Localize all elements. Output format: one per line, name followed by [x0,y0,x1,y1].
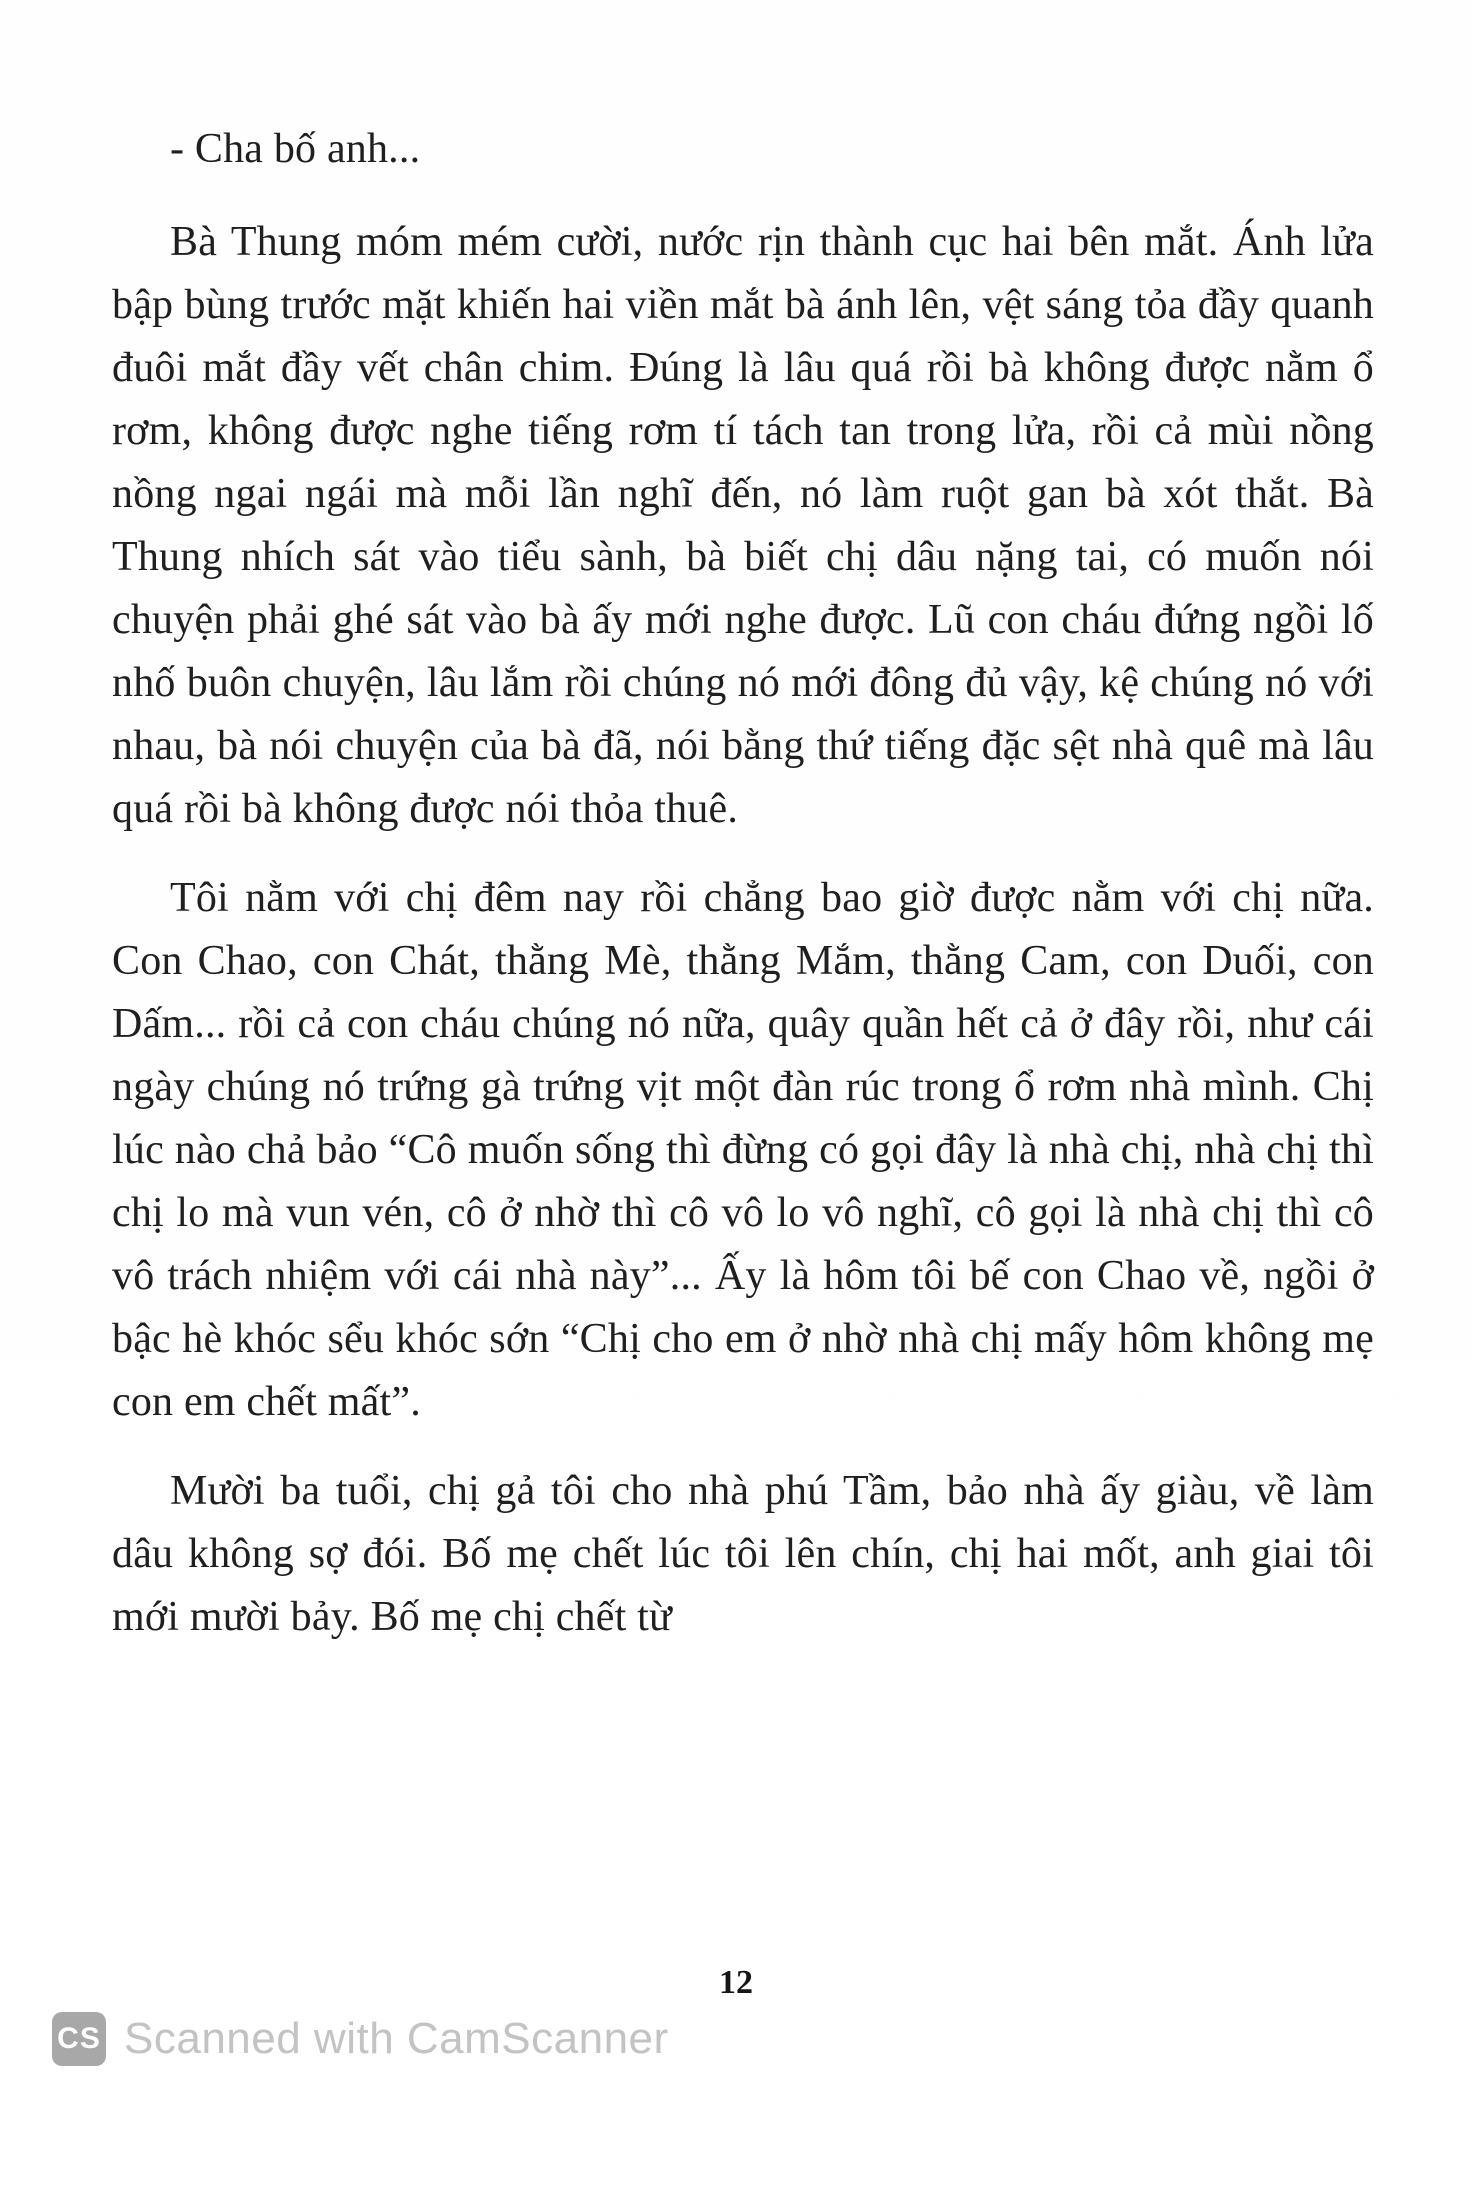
page-text [112,118,1374,1675]
page-number: 12 [719,1964,753,2001]
paragraph: Tôi nằm với chị đêm nay rồi chẳng bao giờ được nằm với chị nữa. Con Chao, con Chát, thằng Mè, thằng Mắm, thằng Cam, con Duối, con Dấm... rồi cả con cháu chúng nó nữa, quây quần hết cả ở đây rồi, như cái ngày chúng nó trứng gà trứng vịt một đàn rúc trong ổ rơm nhà mình. Chị lúc nào chả bảo “Cô muốn sống thì đừng có gọi đây là nhà chị, nhà chị thì chị lo mà vun vén, cô ở nhờ thì cô vô lo vô nghĩ, cô gọi là nhà chị thì cô vô trách nhiệm với cái nhà này”... Ấy là hôm tôi bế con Chao về, ngồi ở bậc hè khóc sểu khóc sớn “Chị cho em ở nhờ nhà chị mấy hôm không mẹ con em chết mất”. [112,875,1374,1425]
camscanner-watermark-text: Scanned with CamScanner [124,2014,669,2063]
paragraph: Bà Thung móm mém cười, nước rịn thành cục hai bên mắt. Ánh lửa bập bùng trước mặt khiến hai viền mắt bà ánh lên, vệt sáng tỏa đầy quanh đuôi mắt đầy vết chân chim. Đúng là lâu quá rồi bà không được nằm ổ rơm, không được nghe tiếng rơm tí tách tan trong lửa, rồi cả mùi nồng nồng ngai ngái mà mỗi lần nghĩ đến, nó làm ruột gan bà xót thắt. Bà Thung nhích sát vào tiểu sành, bà biết chị dâu nặng tai, có muốn nói chuyện phải ghé sát vào bà ấy mới nghe được. Lũ con cháu đứng ngồi lố nhố buôn chuyện, lâu lắm rồi chúng nó mới đông đủ vậy, kệ chúng nó với nhau, bà nói chuyện của bà đã, nói bằng thứ tiếng đặc sệt nhà quê mà lâu quá rồi bà không được nói thỏa thuê. [112,219,1374,832]
paragraph: - Cha bố anh... [170,126,421,172]
camscanner-watermark [52,2012,669,2066]
paragraph: Mười ba tuổi, chị gả tôi cho nhà phú Tầm, bảo nhà ấy giàu, về làm dâu không sợ đói. Bố mẹ chết lúc tôi lên chín, chị hai mốt, anh giai tôi mới mười bảy. Bố mẹ chị chết từ [112,1468,1374,1640]
camscanner-logo-icon: CS [52,2012,106,2066]
